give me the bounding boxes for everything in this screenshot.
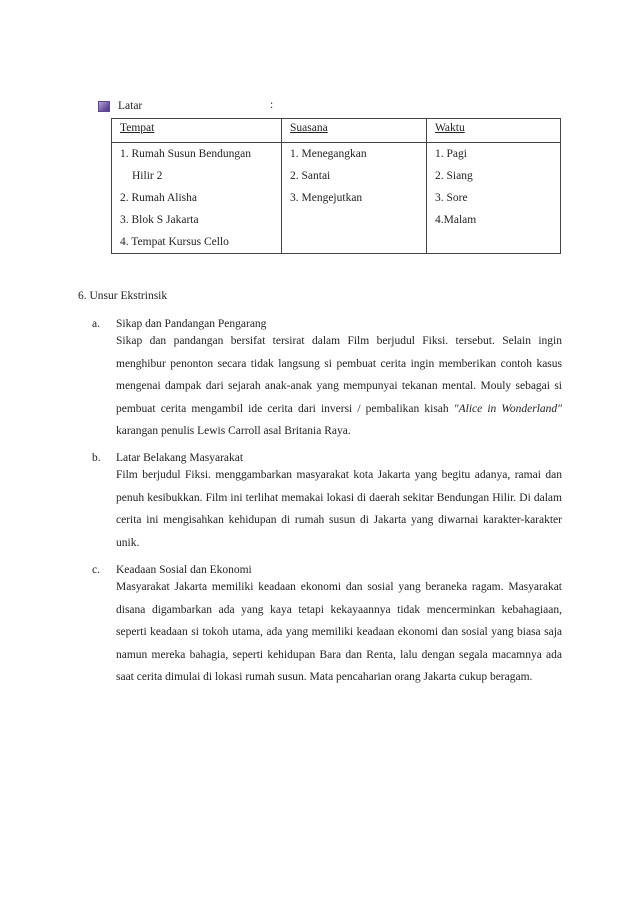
header-tempat: Tempat (112, 119, 282, 143)
subsection-letter: a. (92, 318, 100, 330)
list-item: 3. Blok S Jakarta (120, 214, 199, 226)
section-title: 6. Unsur Ekstrinsik (78, 290, 168, 302)
list-item: 2. Santai (290, 170, 331, 182)
paragraph: Film berjudul Fiksi. menggambarkan masyarakat kota Jakarta yang begitu adanya, ramai dan penuh kesibukkan. Film ini terlihat memakai lokasi di daerah sekitar Bendungan Hilir. Di dalam cerita ini mengisahkan kehidupan di rumah susun di Jakarta yang diwarnai karakter-karakter unik. (116, 469, 562, 549)
waktu-cell (427, 143, 561, 254)
suasana-cell (282, 143, 427, 254)
list-item: 3. Mengejutkan (290, 192, 363, 204)
latar-heading (98, 99, 142, 113)
list-item: 1. Rumah Susun Bendungan (120, 148, 251, 160)
list-item: 4.Malam (435, 214, 477, 226)
header-waktu: Waktu (427, 119, 561, 143)
square-bullet-icon (98, 101, 110, 112)
subsection-letter: b. (92, 452, 101, 464)
subsection-heading: Keadaan Sosial dan Ekonomi (116, 564, 252, 576)
latar-label: Latar (118, 100, 143, 112)
subsection-c (92, 564, 562, 689)
header-suasana: Suasana (282, 119, 427, 143)
subsection-letter: c. (92, 564, 100, 576)
list-item: 4. Tempat Kursus Cello (120, 236, 229, 248)
list-item: 3. Sore (435, 192, 468, 204)
latar-table (111, 118, 561, 254)
subsection-b (92, 452, 562, 554)
subsection-heading: Sikap dan Pandangan Pengarang (116, 318, 267, 330)
table-header-row (112, 119, 561, 143)
list-item: 1. Pagi (435, 148, 467, 160)
list-item: 2. Rumah Alisha (120, 192, 197, 204)
italic-title: "Alice in Wonderland" (453, 402, 562, 415)
subsection-heading: Latar Belakang Masyarakat (116, 452, 244, 464)
subsection-a (92, 318, 562, 443)
list-item: 1. Menegangkan (290, 148, 367, 160)
paragraph: Sikap dan pandangan bersifat tersirat dalam Film berjudul Fiksi. tersebut. Selain ingin menghibur penonton secara tidak langsung si pembuat cerita ingin memberikan contoh kasus mengenai dampak dari sejarah anak-anak yang mempunyai tekanan mental. Mouly sebagai si pembuat cerita mengambil ide cerita dari inversi / pembalikan kisah "Alice in Wonderland" karangan penulis Lewis Carroll asal Britania Raya. (116, 335, 562, 437)
list-item: Hilir 2 (132, 170, 163, 182)
table-row (112, 143, 561, 254)
latar-colon: : (270, 99, 274, 111)
paragraph: Masyarakat Jakarta memiliki keadaan ekonomi dan sosial yang beraneka ragam. Masyarakat disana digambarkan ada yang kaya tetapi kekayaannya tidak mencerminkan kebahagiaan, seperti keadaan si tokoh utama, ada yang memiliki keadaan ekonomi dan sosial yang biasa saja namun mereka bahagia, seperti kehidupan Bara dan Renta, lalu dengan segala macamnya ada saat cerita dimulai di lokasi rumah susun. Mata pencaharian orang Jakarta cukup beragam. (116, 581, 562, 683)
list-item: 2. Siang (435, 170, 473, 182)
tempat-cell (112, 143, 282, 254)
